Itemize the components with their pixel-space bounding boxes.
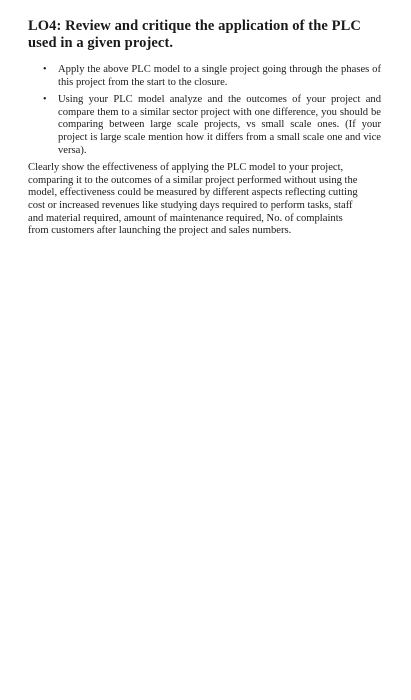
task-bullet-list bbox=[28, 64, 381, 157]
bullet-dot-icon: • bbox=[43, 94, 47, 106]
bullet-text: Using your PLC model analyze and the outcomes of your project and compare them to a similar sector project with one difference, you should be comparing between large scale projects, vs small scale ones. (If your project is large scale mention how it differs from a small scale one and vice versa). bbox=[58, 94, 381, 156]
bullet-text: Apply the above PLC model to a single project going through the phases of this project from the start to the closure. bbox=[58, 64, 381, 88]
bullet-item-apply-model bbox=[43, 64, 381, 89]
bullet-item-analyze-compare bbox=[43, 94, 381, 157]
learning-outcome-heading: LO4: Review and critique the application of the PLC used in a given project. bbox=[28, 18, 361, 51]
effectiveness-paragraph: Clearly show the effectiveness of applying the PLC model to your project, comparing it to the outcomes of a similar project performed without using the model, effectiveness could be measured by different aspects reflecting cutting cost or increased revenues like studying days required to perform tasks, staff and material required, amount of maintenance required, No. of complaints from customers after launching the project and sales numbers. bbox=[28, 162, 358, 237]
bullet-dot-icon: • bbox=[43, 64, 47, 75]
